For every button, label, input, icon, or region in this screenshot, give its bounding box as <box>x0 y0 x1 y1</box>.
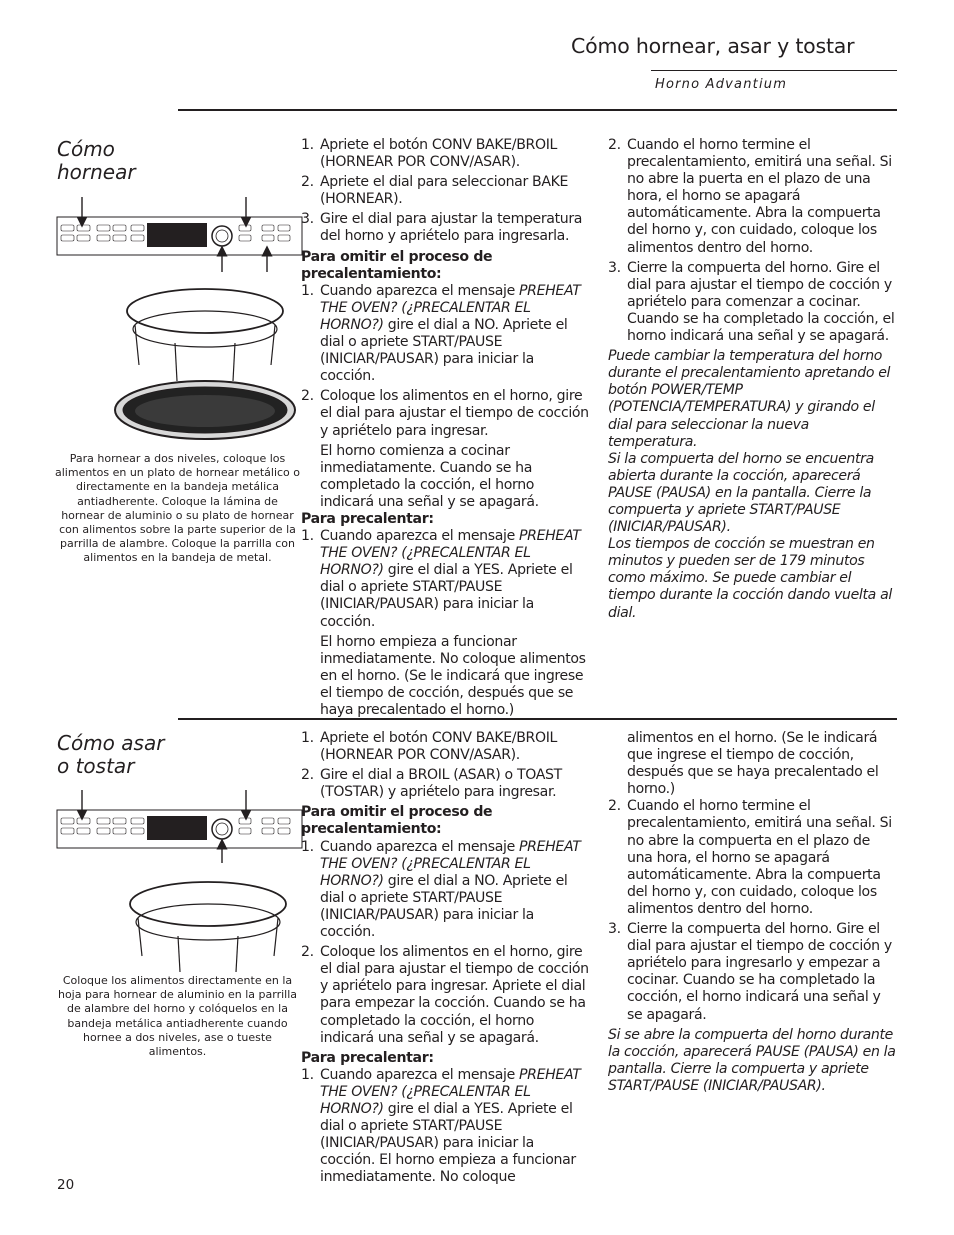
broil-instructions-col1 <box>301 730 591 1189</box>
page-header-title: Cómo hornear, asar y tostar <box>571 34 855 58</box>
section-title-bake: Cómo hornear <box>57 137 136 184</box>
wire-rack-illustration <box>115 285 295 385</box>
bake-instructions-col2 <box>608 137 898 622</box>
list-item: 1. Cuando aparezca el mensaje PREHEAT THE OVEN? (¿PRECALENTAR EL HORNO?) gire el dial a NO. Apriete el dial o apriete START/PAUSE (INICIAR/PAUSAR) para iniciar la cocción. <box>301 282 581 385</box>
note: Puede cambiar la temperatura del horno durante el precalentamiento apretando el botón POWER/TEMP (POTENCIA/TEMPERATURA) y girando el dial para seleccionar la nueva temperatura. <box>608 348 891 450</box>
broil-skip-steps <box>301 839 591 1047</box>
list-item: 3. Gire el dial para ajustar la temperatura del horno y apriételo para ingresarla. <box>301 211 583 245</box>
list-item: 1. Cuando aparezca el mensaje PREHEAT THE OVEN? (¿PRECALENTAR EL HORNO?) gire el dial a YES. Apriete el dial o apriete START/PAUSE (INICIAR/PAUSAR) para iniciar la cocción. <box>301 528 581 630</box>
subheading-skip-preheat: Para omitir el proceso de precalentamiento: <box>301 804 493 838</box>
list-item: 3. Cierre la compuerta del horno. Gire el dial para ajustar el tiempo de cocción y apriételo para ingresarlo y empezar a cocinar. Cuando se ha completado la cocción, el horno indicará una señal y se apagará. <box>608 921 892 1023</box>
subheading-preheat: Para precalentar: <box>301 510 434 527</box>
subheading-preheat: Para precalentar: <box>301 1049 434 1066</box>
list-item: 2. Cuando el horno termine el precalentamiento, emitirá una señal. Si no abre la compuerta en el plazo de una hora, el horno se apagará automáticamente. Abra la compuerta del horno y, con cuidado, coloque los alimentos dentro del horno. <box>608 798 892 917</box>
broil-steps <box>301 730 591 801</box>
page-header-subtitle: Horno Advantium <box>655 77 788 92</box>
bake-instructions-col1 <box>301 137 591 719</box>
paragraph: El horno empieza a funcionar inmediatamente. No coloque alimentos en el horno. (Se le indicará que ingrese el tiempo de cocción, después que se haya precalentado el horno.) <box>320 633 586 718</box>
broil-steps-cont <box>608 798 898 1023</box>
list-item: 2. Coloque los alimentos en el horno, gire el dial para ajustar el tiempo de cocción y apriételo para ingresar. Apriete el dial para empezar la cocción. Cuando se ha completado la cocción, el horno indicará una señal y se apagará. <box>301 944 589 1046</box>
subheading-skip-preheat: Para omitir el proceso de precalentamiento: <box>301 248 493 282</box>
list-item: 1. Apriete el botón CONV BAKE/BROIL (HORNEAR POR CONV/ASAR). <box>301 137 558 171</box>
bake-skip-steps <box>301 283 591 440</box>
metal-tray-illustration <box>112 378 298 442</box>
list-item: 3. Cierre la compuerta del horno. Gire el dial para ajustar el tiempo de cocción y apriételo para comenzar a cocinar. Cuando se ha completado la cocción, el horno indicará una señal y se apagará. <box>608 259 895 345</box>
bake-figure-caption: Para hornear a dos niveles, coloque los alimentos en un plato de hornear metálico o directamente en la bandeja metálica antiadherente. Coloque la lámina de hornear de aluminio o su plato de hornear con alimentos sobre la parte superior de la parrilla de alambre. Coloque la parrilla con alimentos en la bandeja de metal. <box>55 452 301 565</box>
broil-instructions-col2 <box>608 730 898 1095</box>
broil-preheat-steps <box>301 1067 591 1187</box>
page-number: 20 <box>57 1177 75 1193</box>
section-title-broil: Cómo asar o tostar <box>57 731 165 778</box>
section-divider-bake <box>178 109 897 111</box>
control-panel-illustration <box>55 788 305 866</box>
list-item: 1. Cuando aparezca el mensaje PREHEAT THE OVEN? (¿PRECALENTAR EL HORNO?) gire el dial a YES. Apriete el dial o apriete START/PAUSE (INICIAR/PAUSAR) para iniciar la cocción. El horno empieza a funcionar inmediatamente. No coloque <box>301 1066 581 1186</box>
paragraph: El horno comienza a cocinar inmediatamente. Cuando se ha completado la cocción, el horno indicará una señal y se apagará. <box>320 442 539 510</box>
list-item: 2. Coloque los alimentos en el horno, gire el dial para ajustar el tiempo de cocción y apriételo para ingresar. <box>301 388 589 439</box>
bake-steps <box>301 137 591 246</box>
list-item: 1. Cuando aparezca el mensaje PREHEAT THE OVEN? (¿PRECALENTAR EL HORNO?) gire el dial a NO. Apriete el dial o apriete START/PAUSE (INICIAR/PAUSAR) para iniciar la cocción. <box>301 838 581 941</box>
bake-steps-cont <box>608 137 898 345</box>
section-divider-broil <box>178 718 897 720</box>
list-item: 2. Apriete el dial para seleccionar BAKE (HORNEAR). <box>301 174 569 208</box>
paragraph: alimentos en el horno. (Se le indicará que ingrese el tiempo de cocción, después que se haya precalentado el horno.) <box>627 730 879 798</box>
list-item: 2. Gire el dial a BROIL (ASAR) o TOAST (TOSTAR) y apriételo para ingresar. <box>301 767 562 801</box>
header-divider <box>651 70 897 71</box>
list-item: 2. Cuando el horno termine el precalentamiento, emitirá una señal. Si no abre la puerta en el plazo de una hora, el horno se apagará automáticamente. Abra la compuerta del horno y, con cuidado, coloque los alimentos dentro del horno. <box>608 137 892 256</box>
note: Si la compuerta del horno se encuentra abierta durante la cocción, aparecerá PAUSE (PAUSA) en la pantalla. Cierre la compuerta y apriete START/PAUSE (INICIAR/PAUSAR). <box>608 450 874 536</box>
note: Los tiempos de cocción se muestran en minutos y pueden ser de 179 minutos como máximo. Se puede cambiar el tiempo durante la cocción dando vuelta al dial. <box>608 536 892 621</box>
note: Si se abre la compuerta del horno durante la cocción, aparecerá PAUSE (PAUSA) en la pantalla. Cierre la compuerta y apriete START/PAUSE (INICIAR/PAUSAR). <box>608 1026 896 1094</box>
control-panel-illustration <box>55 195 305 275</box>
broil-figure-caption: Coloque los alimentos directamente en la hoja para hornear de aluminio en la parrilla de alambre del horno y colóquelos en la bandeja metálica antiadherente cuando hornee a dos niveles, ase o tueste alimentos. <box>57 974 298 1059</box>
list-item: 1. Apriete el botón CONV BAKE/BROIL (HORNEAR POR CONV/ASAR). <box>301 730 558 764</box>
bake-preheat-steps <box>301 528 591 631</box>
wire-rack-illustration <box>118 878 298 974</box>
